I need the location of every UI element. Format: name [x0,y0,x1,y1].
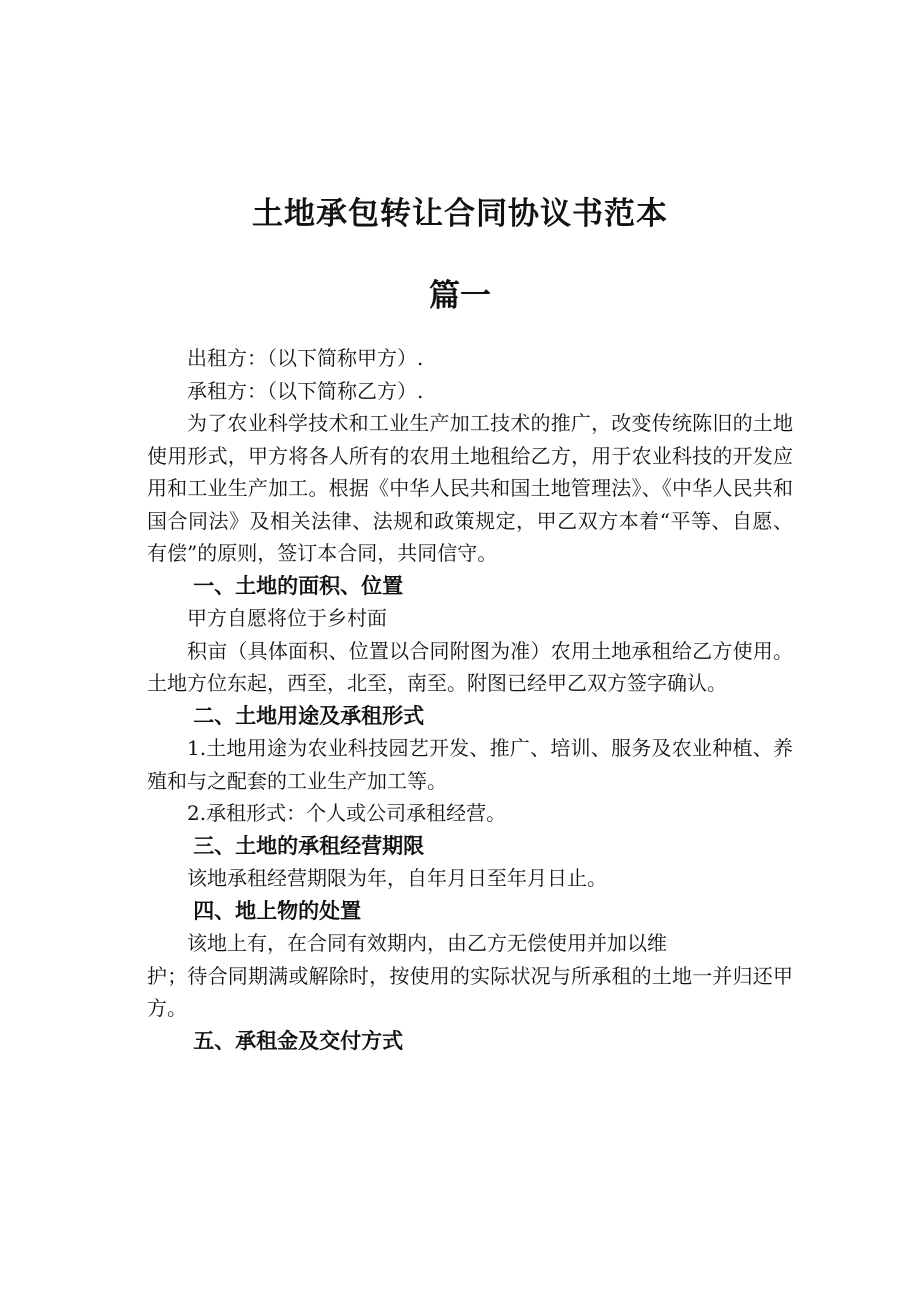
section-paragraph: 1.土地用途为农业科技园艺开发、推广、培训、服务及农业种植、养殖和与之配套的工业生产加工等。 [147,736,793,793]
lessee-line: 承租方：（以下简称乙方）. [187,378,424,403]
document-title: 土地承包转让合同协议书范本 [252,196,668,232]
section-paragraph: 该地承租经营期限为年，自年月日至年月日止。 [187,866,607,890]
section-heading: 三、土地的承租经营期限 [193,833,425,858]
section-heading: 四、地上物的处置 [193,898,362,923]
section-paragraph: 积亩（具体面积、位置以合同附图为准）农用土地承租给乙方使用。土地方位东起，西至，北至，南至。附图已经甲乙双方签字确认。 [147,638,793,695]
preamble-paragraph: 为了农业科学技术和工业生产加工技术的推广，改变传统陈旧的土地使用形式，甲方将各人所有的农用土地租给乙方，用于农业科技的开发应用和工业生产加工。根据《中华人民共和国土地管理法》、《中华人民共和国合同法》及相关法律、法规和政策规定，甲乙双方本着“平等、自愿、有偿”的原则，签订本合同，共同信守。 [147,411,793,565]
lessor-line: 出租方：（以下简称甲方）. [187,346,424,370]
section-paragraph: 甲方自愿将位于乡村面 [187,606,387,630]
document-subtitle: 篇一 [429,278,491,314]
section-paragraph: 该地上有，在合同有效期内，由乙方无偿使用并加以维 [187,931,667,955]
section-heading: 五、承租金及交付方式 [193,1028,404,1053]
section-paragraph: 2.承租形式：个人或公司承租经营。 [187,801,507,825]
document-body [147,342,793,1057]
section-heading: 一、土地的面积、位置 [193,573,404,598]
section-paragraph: 护；待合同期满或解除时，按使用的实际状况与所承租的土地一并归还甲方。 [147,963,793,1020]
section-heading: 二、土地用途及承租形式 [193,703,425,728]
